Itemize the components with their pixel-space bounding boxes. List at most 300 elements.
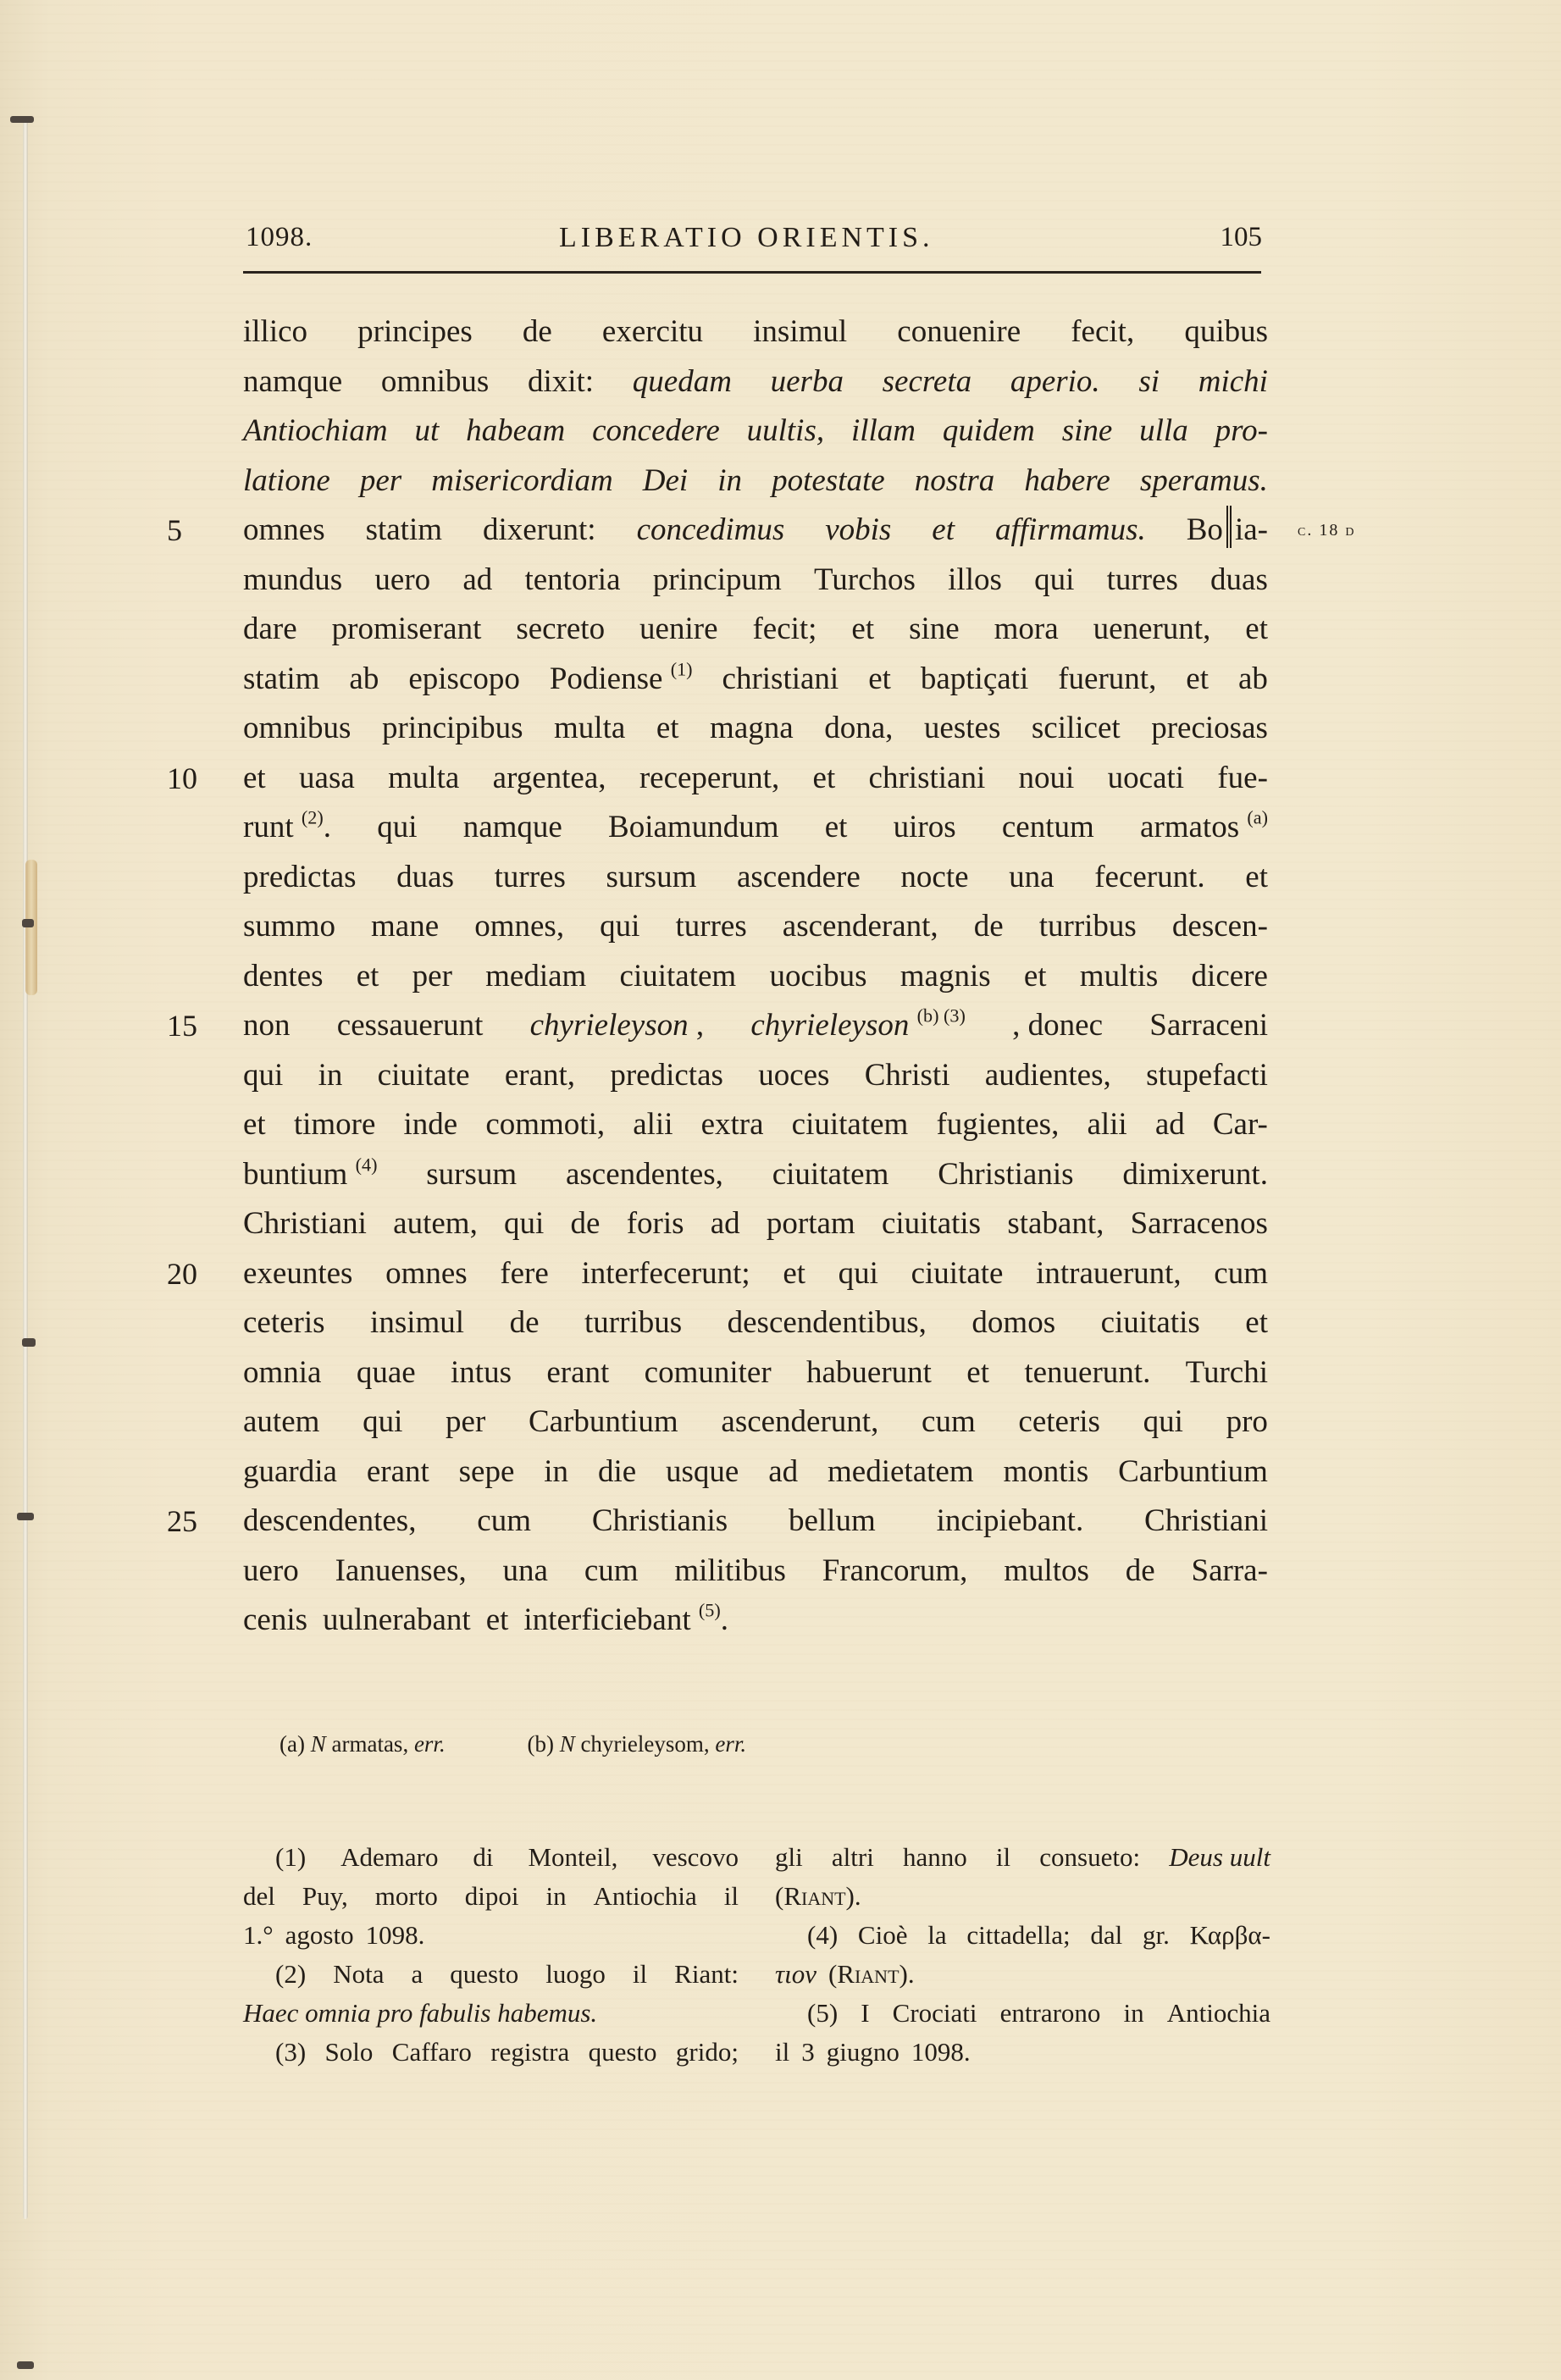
word: intus bbox=[451, 1354, 512, 1390]
word: cum bbox=[584, 1553, 639, 1588]
word: ab bbox=[349, 661, 379, 696]
line-number: 10 bbox=[167, 761, 197, 795]
text-line bbox=[167, 506, 1356, 556]
word: et bbox=[1186, 661, 1209, 696]
word: principum bbox=[652, 562, 782, 597]
footnote-ref: (2) bbox=[301, 806, 324, 828]
word: habuerunt bbox=[806, 1354, 932, 1390]
binding-stitch bbox=[10, 116, 34, 123]
word: si bbox=[1138, 363, 1160, 399]
word: latione bbox=[243, 462, 330, 498]
word: (2) bbox=[275, 1959, 307, 1989]
word: et bbox=[783, 1255, 806, 1291]
word: entrarono bbox=[999, 1998, 1101, 2028]
binding-stitch bbox=[22, 1338, 36, 1347]
word: Boiamundum bbox=[608, 810, 779, 844]
word-italic: chyrieleyson , bbox=[529, 1008, 705, 1043]
text-line bbox=[243, 1398, 1268, 1447]
binding-stitch bbox=[22, 919, 34, 927]
word: Monteil, bbox=[528, 1842, 618, 1872]
variant-a: (a) N armatas, err. bbox=[280, 1731, 446, 1757]
footnote-line: gli altri hanno il consueto: Deus uult bbox=[775, 1842, 1270, 1872]
footnote-line bbox=[775, 1994, 1270, 2033]
word: qui bbox=[504, 1206, 545, 1241]
word: de bbox=[1125, 1553, 1155, 1588]
word: uocibus bbox=[769, 958, 867, 994]
word: registra bbox=[490, 2037, 570, 2067]
header-title: LIBERATIO ORIENTIS. bbox=[559, 222, 934, 253]
binding-thread bbox=[23, 119, 28, 2219]
word: magna bbox=[710, 711, 794, 745]
word: omnia bbox=[243, 1354, 322, 1390]
word: ceteris bbox=[1018, 1404, 1100, 1439]
word: ascenderant, bbox=[782, 909, 938, 944]
word: exercitu bbox=[601, 314, 704, 349]
word: ascendere bbox=[736, 859, 861, 894]
word: michi bbox=[1198, 363, 1268, 399]
word: uero bbox=[243, 1553, 299, 1588]
word: fecit; bbox=[752, 612, 817, 646]
word: quidem bbox=[942, 413, 1035, 448]
word: de bbox=[522, 314, 552, 349]
footnotes-left-column bbox=[243, 1838, 739, 2072]
word: Nota bbox=[333, 1959, 385, 1989]
word: morto bbox=[374, 1881, 438, 1911]
word: di bbox=[473, 1842, 494, 1872]
word: habeam bbox=[466, 413, 566, 448]
word: intrauerunt, bbox=[1036, 1255, 1182, 1291]
page-number: 105 bbox=[1220, 222, 1262, 252]
word: uulnerabant bbox=[323, 1602, 471, 1637]
word: cenis bbox=[243, 1602, 308, 1637]
word: quae bbox=[356, 1354, 416, 1390]
word: uero bbox=[374, 562, 431, 597]
word: die bbox=[597, 1453, 637, 1489]
word: nocte bbox=[900, 859, 969, 894]
word: Carbuntium bbox=[1118, 1453, 1268, 1489]
word: autem, bbox=[393, 1206, 478, 1241]
word: omnibus bbox=[243, 711, 352, 745]
word: ad bbox=[1154, 1107, 1185, 1142]
word: multa bbox=[554, 711, 626, 745]
word: cittadella; bbox=[966, 1920, 1071, 1950]
text-line bbox=[243, 902, 1268, 952]
word: Turchi bbox=[1185, 1354, 1268, 1390]
text-line bbox=[243, 1348, 1268, 1398]
word: omnes bbox=[243, 512, 325, 547]
word-with-footnote: runt $^{(2)}$. bbox=[243, 806, 331, 844]
word: in bbox=[318, 1057, 343, 1093]
word: ut bbox=[414, 413, 440, 448]
text-line bbox=[243, 605, 1268, 655]
word: statim bbox=[365, 512, 443, 547]
word: nostra bbox=[914, 462, 995, 498]
word: Puy, bbox=[302, 1881, 348, 1911]
word: montis bbox=[1003, 1453, 1089, 1489]
word: affirmamus. bbox=[994, 512, 1146, 547]
line-number: 5 bbox=[167, 513, 182, 547]
word: duas bbox=[396, 859, 454, 894]
word: alii bbox=[1087, 1107, 1127, 1142]
word: ciuitatis bbox=[1100, 1305, 1200, 1340]
word: et bbox=[656, 711, 679, 745]
word: una bbox=[1009, 859, 1055, 894]
word: dicere bbox=[1191, 958, 1268, 994]
word: et bbox=[812, 760, 836, 795]
word: Christiani bbox=[243, 1206, 367, 1241]
word: erant bbox=[546, 1354, 610, 1390]
word: qui bbox=[1034, 562, 1075, 597]
word: Car- bbox=[1212, 1107, 1268, 1142]
word: christiani bbox=[722, 661, 839, 696]
footnote-line bbox=[243, 1838, 739, 1877]
footnotes-right-column bbox=[775, 1838, 1270, 2072]
word: mane bbox=[371, 909, 440, 944]
running-header bbox=[246, 222, 1262, 264]
word: Cioè bbox=[857, 1920, 908, 1950]
word: aperio. bbox=[1010, 363, 1100, 399]
word: de bbox=[973, 909, 1004, 944]
word: Dei bbox=[642, 462, 689, 498]
word: de bbox=[570, 1206, 601, 1241]
footnote-line: (Riant). bbox=[775, 1881, 861, 1911]
word: ad bbox=[462, 562, 493, 597]
word: turribus bbox=[1038, 909, 1137, 944]
word: fugientes, bbox=[936, 1107, 1060, 1142]
word: cum bbox=[477, 1503, 531, 1538]
word: centum bbox=[1001, 810, 1094, 844]
word: una bbox=[502, 1553, 548, 1588]
line-number: 15 bbox=[167, 1009, 197, 1043]
word: turribus bbox=[584, 1305, 683, 1340]
word: ab bbox=[1237, 661, 1268, 696]
word: in bbox=[717, 462, 743, 498]
word: turres bbox=[494, 859, 566, 894]
word: dentes bbox=[243, 958, 324, 994]
word: qui bbox=[363, 1404, 403, 1439]
word: (3) bbox=[275, 2037, 307, 2067]
binding-stitch bbox=[17, 2361, 34, 2369]
word: noui bbox=[1018, 760, 1075, 795]
line-number: 25 bbox=[167, 1504, 197, 1538]
footnote-line bbox=[243, 2033, 739, 2072]
word: baptiçati bbox=[920, 661, 1029, 696]
word: illos bbox=[948, 562, 1002, 597]
word: preciosas bbox=[1151, 711, 1268, 745]
word-with-footnote: chyrieleyson $^{(b) (3)}$ bbox=[750, 1005, 966, 1043]
variant-ref: (a) bbox=[1247, 806, 1268, 828]
word: principes bbox=[357, 314, 473, 349]
word: Christianis bbox=[591, 1503, 728, 1538]
word: in bbox=[545, 1881, 567, 1911]
word: questo bbox=[450, 1959, 519, 1989]
word: et bbox=[485, 1602, 509, 1637]
word: Riant: bbox=[674, 1959, 739, 1989]
word: non bbox=[243, 1008, 291, 1043]
word: descendentes, bbox=[243, 1503, 417, 1538]
word-with-footnote: buntium $^{(4)}$ bbox=[243, 1153, 378, 1192]
word: sursum bbox=[426, 1156, 518, 1192]
word: per bbox=[359, 462, 402, 498]
word: dal bbox=[1090, 1920, 1123, 1950]
word: turres bbox=[675, 909, 747, 944]
word: et bbox=[1245, 1305, 1268, 1340]
word: erant bbox=[366, 1453, 429, 1489]
word: il bbox=[775, 2037, 790, 2067]
word: ascendentes, bbox=[565, 1156, 723, 1192]
word: Turchos bbox=[814, 562, 916, 597]
word: namque bbox=[462, 810, 562, 844]
text-line bbox=[243, 1596, 1268, 1646]
footnote-ref: (5) bbox=[698, 1599, 721, 1621]
word: stupefacti bbox=[1146, 1057, 1268, 1093]
word: Christiani bbox=[1144, 1503, 1268, 1538]
word: insimul bbox=[370, 1305, 465, 1340]
word: comuniter bbox=[644, 1354, 772, 1390]
line-number: 20 bbox=[167, 1256, 197, 1291]
word: multis bbox=[1079, 958, 1159, 994]
word: namque bbox=[243, 363, 343, 399]
word: pro- bbox=[1215, 413, 1268, 448]
word: del bbox=[243, 1881, 275, 1911]
word: Sarra- bbox=[1191, 1553, 1268, 1588]
margin-note: c. 18 d bbox=[1298, 521, 1356, 540]
word: guardia bbox=[243, 1453, 337, 1489]
word: uiros bbox=[893, 810, 956, 844]
word: il bbox=[723, 1881, 739, 1911]
binding-stitch bbox=[17, 1513, 34, 1520]
word: ciuitatis bbox=[881, 1206, 982, 1241]
word: uasa bbox=[299, 760, 355, 795]
word: qui bbox=[243, 1057, 284, 1093]
text-line bbox=[243, 307, 1268, 357]
word: Sarracenos bbox=[1130, 1206, 1268, 1241]
word: uenire bbox=[639, 612, 718, 646]
footnote-line bbox=[775, 1916, 1270, 1955]
word: multos bbox=[1004, 1553, 1089, 1588]
word: luogo bbox=[545, 1959, 606, 1989]
word: mora bbox=[994, 612, 1059, 646]
word: et bbox=[966, 1354, 989, 1390]
word: episcopo bbox=[408, 661, 520, 696]
word: dixit: bbox=[527, 363, 595, 399]
footnote-ref: (4) bbox=[355, 1153, 378, 1175]
word: ceteris bbox=[243, 1305, 325, 1340]
word: promiserant bbox=[331, 612, 482, 646]
footnote-line bbox=[775, 2033, 1270, 2072]
word: giugno bbox=[826, 2037, 900, 2067]
variant-apparatus bbox=[280, 1731, 822, 1757]
word: qui bbox=[1143, 1404, 1183, 1439]
word: tentoria bbox=[524, 562, 621, 597]
word: extra bbox=[700, 1107, 764, 1142]
word: et bbox=[243, 760, 266, 795]
word: ascenderunt, bbox=[721, 1404, 879, 1439]
header-rule bbox=[243, 271, 1261, 274]
word: scilicet bbox=[1031, 711, 1121, 745]
text-line bbox=[243, 556, 1268, 606]
word: dare bbox=[243, 612, 297, 646]
text-line bbox=[243, 457, 1268, 506]
word: Antiochiam bbox=[243, 413, 388, 448]
word: pro bbox=[1226, 1404, 1268, 1439]
word: argentea, bbox=[492, 760, 606, 795]
word: Antiochia bbox=[1166, 1998, 1270, 2028]
word: fere bbox=[500, 1255, 549, 1291]
footnote-line: τιον (Riant). bbox=[775, 1959, 915, 1989]
word: Ianuenses, bbox=[335, 1553, 467, 1588]
text-line bbox=[167, 754, 1268, 804]
word: illico bbox=[243, 314, 308, 349]
word: dona, bbox=[824, 711, 894, 745]
word: de bbox=[509, 1305, 540, 1340]
word: a bbox=[411, 1959, 423, 1989]
word: I bbox=[861, 1998, 870, 2028]
word: domos bbox=[971, 1305, 1056, 1340]
word: summo bbox=[243, 909, 335, 944]
word: ciuitatem bbox=[772, 1156, 889, 1192]
word: sine bbox=[909, 612, 960, 646]
word: sursum bbox=[606, 859, 697, 894]
word: alii bbox=[633, 1107, 673, 1142]
word: sepe bbox=[458, 1453, 515, 1489]
word: Christianis bbox=[938, 1156, 1074, 1192]
word: vobis bbox=[825, 512, 892, 547]
word: et bbox=[1245, 612, 1268, 646]
word: ad bbox=[710, 1206, 740, 1241]
word: (4) bbox=[807, 1920, 839, 1950]
word: et bbox=[243, 1107, 266, 1142]
word: dipoi bbox=[464, 1881, 519, 1911]
word: Caffaro bbox=[391, 2037, 472, 2067]
footnote-line: Haec omnia pro fabulis habemus. bbox=[243, 1998, 598, 2028]
word: concedimus bbox=[636, 512, 785, 547]
text-line bbox=[243, 1447, 1268, 1497]
word: il bbox=[632, 1959, 648, 1989]
binding-tape bbox=[25, 860, 37, 995]
word: concedere bbox=[592, 413, 720, 448]
word: uoces bbox=[758, 1057, 830, 1093]
word: (1) bbox=[275, 1842, 307, 1872]
word: stabant, bbox=[1007, 1206, 1104, 1241]
word: predictas bbox=[610, 1057, 723, 1093]
text-line bbox=[243, 704, 1268, 754]
word: principibus bbox=[382, 711, 523, 745]
word: descen- bbox=[1171, 909, 1268, 944]
word: conuenire bbox=[897, 314, 1021, 349]
word: 1098. bbox=[365, 1920, 425, 1950]
word: uultis, bbox=[746, 413, 825, 448]
word: cum bbox=[922, 1404, 976, 1439]
header-year: 1098. bbox=[246, 222, 313, 252]
variant-b: (b) N chyrieleysom, err. bbox=[527, 1731, 747, 1757]
word: uestes bbox=[923, 711, 1001, 745]
word: mundus bbox=[243, 562, 343, 597]
footnote-line bbox=[243, 1916, 739, 1955]
word: Solo bbox=[324, 2037, 374, 2067]
footnote-line bbox=[243, 1877, 739, 1916]
word: omnibus bbox=[380, 363, 490, 399]
word: turres bbox=[1106, 562, 1178, 597]
word: Καρβα- bbox=[1189, 1920, 1270, 1950]
word: in bbox=[1123, 1998, 1144, 2028]
text-line bbox=[167, 1001, 1268, 1051]
text-line bbox=[167, 1497, 1268, 1547]
word: Christi bbox=[864, 1057, 950, 1093]
footnote-ref: (1) bbox=[670, 657, 693, 679]
word: per bbox=[412, 958, 452, 994]
text-line bbox=[243, 952, 1268, 1002]
word: dimixerunt. bbox=[1122, 1156, 1268, 1192]
text-line bbox=[243, 1298, 1268, 1348]
word-with-footnote: interficiebant $^{(5)}$. bbox=[523, 1599, 728, 1637]
word: Francorum, bbox=[822, 1553, 968, 1588]
word: duas bbox=[1210, 562, 1268, 597]
word: la bbox=[927, 1920, 947, 1950]
word: cum bbox=[1214, 1255, 1268, 1291]
word: questo bbox=[588, 2037, 657, 2067]
word: bellum bbox=[788, 1503, 876, 1538]
word: ciuitate bbox=[911, 1255, 1004, 1291]
word: in bbox=[544, 1453, 569, 1489]
word: omnes bbox=[385, 1255, 468, 1291]
text-line bbox=[243, 803, 1268, 853]
word: fecit, bbox=[1071, 314, 1135, 349]
word: illam bbox=[850, 413, 916, 448]
word: , donec bbox=[1012, 1008, 1104, 1043]
word: omnes, bbox=[474, 909, 565, 944]
word: grido; bbox=[675, 2037, 739, 2067]
word: 1098. bbox=[911, 2037, 971, 2067]
text-line bbox=[243, 357, 1268, 407]
word: uocati bbox=[1107, 760, 1185, 795]
word: et bbox=[1023, 958, 1047, 994]
text-line bbox=[243, 407, 1268, 457]
word: et bbox=[851, 612, 875, 646]
word: incipiebant. bbox=[936, 1503, 1084, 1538]
word: per bbox=[446, 1404, 486, 1439]
word-with-footnote: Podiense $^{(1)}$ bbox=[549, 657, 693, 696]
word: vescovo bbox=[652, 1842, 739, 1872]
word: et bbox=[932, 512, 955, 547]
word: et bbox=[824, 810, 848, 844]
word: usque bbox=[666, 1453, 739, 1489]
text-line bbox=[167, 1249, 1268, 1299]
word: christiani bbox=[868, 760, 986, 795]
main-text bbox=[167, 307, 1356, 1646]
footnote-ref: (b) (3) bbox=[916, 1005, 966, 1027]
word-with-variant: armatos $^{(a)}$ bbox=[1139, 806, 1268, 844]
word: inde bbox=[403, 1107, 458, 1142]
word: insimul bbox=[753, 314, 848, 349]
word: Antiochia bbox=[593, 1881, 697, 1911]
word: Crociati bbox=[892, 1998, 977, 2028]
word: ciuitatem bbox=[791, 1107, 909, 1142]
word: Ademaro bbox=[340, 1842, 439, 1872]
word: Sarraceni bbox=[1149, 1008, 1268, 1043]
word: predictas bbox=[243, 859, 357, 894]
text-line bbox=[243, 1150, 1268, 1200]
word: quedam bbox=[632, 363, 732, 399]
word: speramus. bbox=[1139, 462, 1268, 498]
word: ulla bbox=[1139, 413, 1188, 448]
word: et bbox=[356, 958, 379, 994]
word: dixerunt: bbox=[483, 512, 596, 547]
word: descendentibus, bbox=[727, 1305, 927, 1340]
text-line bbox=[243, 1051, 1268, 1101]
word: potestate bbox=[772, 462, 885, 498]
word: gr. bbox=[1143, 1920, 1170, 1950]
